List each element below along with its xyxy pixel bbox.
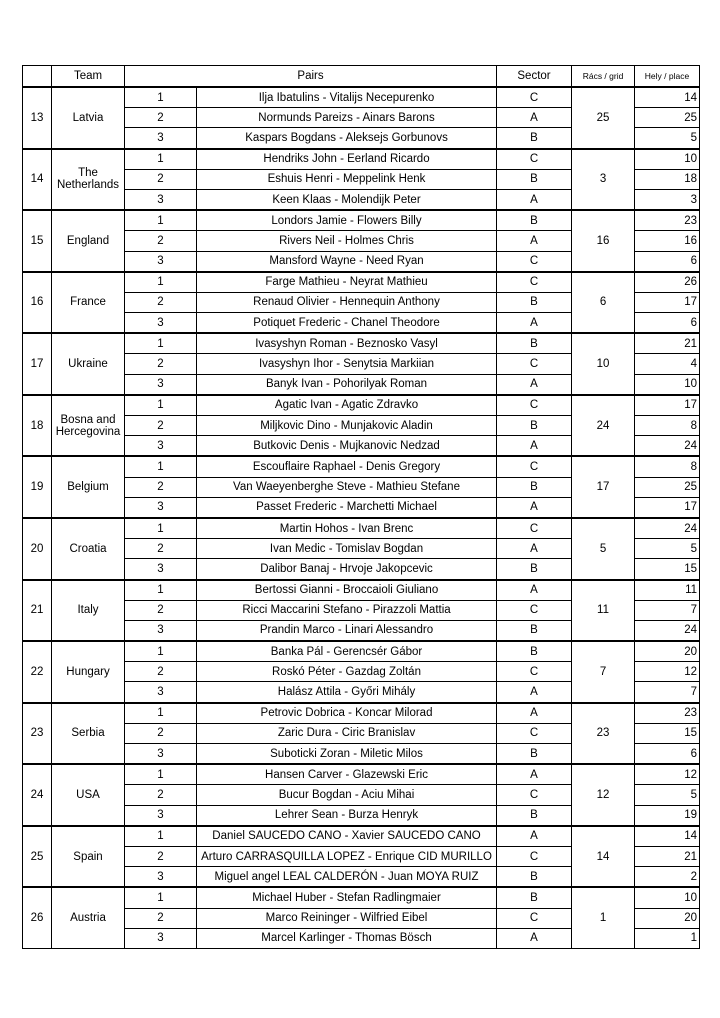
pair-sector: C xyxy=(497,908,572,928)
pair-place: 5 xyxy=(635,128,700,149)
team-number: 13 xyxy=(23,87,52,149)
table-row xyxy=(23,764,700,785)
team-number: 18 xyxy=(23,395,52,457)
team-number: 22 xyxy=(23,641,52,703)
pair-sector: A xyxy=(497,928,572,948)
pair-sector: C xyxy=(497,785,572,805)
table-row xyxy=(23,580,700,601)
team-name-cell xyxy=(52,395,125,457)
team-name: Spain xyxy=(73,850,103,863)
pair-names: Eshuis Henri - Meppelink Henk xyxy=(197,169,497,189)
pair-place: 5 xyxy=(635,539,700,559)
pair-place: 20 xyxy=(635,908,700,928)
team-name-cell xyxy=(52,703,125,765)
pair-names: Hansen Carver - Glazewski Eric xyxy=(197,764,497,785)
pair-names: Petrovic Dobrica - Koncar Milorad xyxy=(197,703,497,724)
team-number: 26 xyxy=(23,887,52,948)
pair-names: Ivan Medic - Tomislav Bogdan xyxy=(197,539,497,559)
pair-names: Kaspars Bogdans - Aleksejs Gorbunovs xyxy=(197,128,497,149)
team-grid: 7 xyxy=(572,641,635,703)
pair-names: Renaud Olivier - Hennequin Anthony xyxy=(197,292,497,312)
table-row xyxy=(23,333,700,354)
pair-sector: B xyxy=(497,559,572,580)
team-grid: 11 xyxy=(572,580,635,642)
pair-index: 1 xyxy=(125,456,197,477)
pair-index: 3 xyxy=(125,436,197,457)
pair-place: 14 xyxy=(635,87,700,108)
team-number: 25 xyxy=(23,826,52,888)
pair-place: 6 xyxy=(635,251,700,272)
pair-names: Bertossi Gianni - Broccaioli Giuliano xyxy=(197,580,497,601)
pair-names: Agatic Ivan - Agatic Zdravko xyxy=(197,395,497,416)
pair-sector: B xyxy=(497,744,572,765)
team-grid: 25 xyxy=(572,87,635,149)
pair-names: Bucur Bogdan - Aciu Mihai xyxy=(197,785,497,805)
pair-names: Passet Frederic - Marchetti Michael xyxy=(197,497,497,518)
team-grid: 3 xyxy=(572,149,635,211)
team-number: 23 xyxy=(23,703,52,765)
pair-place: 8 xyxy=(635,416,700,436)
pair-sector: B xyxy=(497,620,572,641)
pair-index: 2 xyxy=(125,231,197,251)
team-name-cell xyxy=(52,518,125,580)
table-row xyxy=(23,456,700,477)
pair-index: 3 xyxy=(125,682,197,703)
pair-sector: A xyxy=(497,108,572,128)
pair-place: 7 xyxy=(635,682,700,703)
pair-sector: B xyxy=(497,887,572,908)
pair-index: 1 xyxy=(125,395,197,416)
pair-index: 1 xyxy=(125,887,197,908)
pair-sector: A xyxy=(497,580,572,601)
team-name-cell xyxy=(52,210,125,272)
pair-sector: C xyxy=(497,518,572,539)
pair-place: 16 xyxy=(635,231,700,251)
pair-index: 3 xyxy=(125,189,197,210)
team-grid: 16 xyxy=(572,210,635,272)
pair-names: Marcel Karlinger - Thomas Bösch xyxy=(197,928,497,948)
pair-index: 2 xyxy=(125,600,197,620)
pair-place: 3 xyxy=(635,189,700,210)
pair-index: 2 xyxy=(125,723,197,743)
team-number: 16 xyxy=(23,272,52,334)
pair-index: 2 xyxy=(125,662,197,682)
team-grid: 5 xyxy=(572,518,635,580)
pair-index: 3 xyxy=(125,313,197,334)
team-name: Hungary xyxy=(66,665,110,678)
team-grid: 14 xyxy=(572,826,635,888)
pair-sector: C xyxy=(497,149,572,170)
pair-sector: C xyxy=(497,395,572,416)
team-name: Austria xyxy=(70,912,106,925)
pair-index: 3 xyxy=(125,744,197,765)
team-grid: 12 xyxy=(572,764,635,826)
pair-names: Arturo CARRASQUILLA LOPEZ - Enrique CID MURILLO xyxy=(197,846,497,866)
pair-names: Marco Reininger - Wilfried Eibel xyxy=(197,908,497,928)
team-number: 19 xyxy=(23,456,52,518)
pair-sector: A xyxy=(497,539,572,559)
team-name: The Netherlands xyxy=(56,167,119,192)
pair-place: 10 xyxy=(635,887,700,908)
pair-sector: B xyxy=(497,292,572,312)
pair-place: 14 xyxy=(635,826,700,847)
pair-sector: C xyxy=(497,600,572,620)
team-name: Latvia xyxy=(72,111,104,124)
pair-sector: C xyxy=(497,662,572,682)
pair-names: Miguel angel LEAL CALDERÓN - Juan MOYA RUIZ xyxy=(197,867,497,888)
team-name-cell xyxy=(52,641,125,703)
pair-place: 8 xyxy=(635,456,700,477)
pair-place: 15 xyxy=(635,723,700,743)
pair-sector: A xyxy=(497,764,572,785)
team-name: USA xyxy=(76,788,100,801)
pair-names: Lehrer Sean - Burza Henryk xyxy=(197,805,497,826)
pair-index: 1 xyxy=(125,764,197,785)
pair-names: Ivasyshyn Ihor - Senytsia Markiian xyxy=(197,354,497,374)
pair-index: 3 xyxy=(125,928,197,948)
table-row xyxy=(23,887,700,908)
pair-index: 2 xyxy=(125,292,197,312)
pair-index: 3 xyxy=(125,867,197,888)
pair-index: 2 xyxy=(125,846,197,866)
table-row xyxy=(23,826,700,847)
pair-sector: C xyxy=(497,723,572,743)
team-name: Bosna and Hercegovina xyxy=(55,413,121,438)
pair-index: 3 xyxy=(125,497,197,518)
table-row xyxy=(23,87,700,108)
team-name: Ukraine xyxy=(68,358,108,371)
team-name-cell xyxy=(52,87,125,149)
pair-sector: B xyxy=(497,416,572,436)
pair-index: 1 xyxy=(125,703,197,724)
pair-index: 1 xyxy=(125,149,197,170)
team-number: 15 xyxy=(23,210,52,272)
pair-index: 3 xyxy=(125,251,197,272)
team-name: Serbia xyxy=(71,727,105,740)
team-name-cell xyxy=(52,887,125,948)
team-name-cell xyxy=(52,149,125,211)
pair-place: 24 xyxy=(635,436,700,457)
header-sector: Sector xyxy=(497,66,572,88)
pair-names: Normunds Pareizs - Ainars Barons xyxy=(197,108,497,128)
table-row xyxy=(23,518,700,539)
pair-index: 1 xyxy=(125,641,197,662)
pair-sector: A xyxy=(497,231,572,251)
pair-place: 18 xyxy=(635,169,700,189)
pair-names: Rivers Neil - Holmes Chris xyxy=(197,231,497,251)
pair-names: Ivasyshyn Roman - Beznosko Vasyl xyxy=(197,333,497,354)
pair-place: 2 xyxy=(635,867,700,888)
team-name-cell xyxy=(52,456,125,518)
pair-names: Banyk Ivan - Pohorilyak Roman xyxy=(197,374,497,395)
pair-names: Miljkovic Dino - Munjakovic Aladin xyxy=(197,416,497,436)
table-row xyxy=(23,703,700,724)
pair-place: 24 xyxy=(635,518,700,539)
results-body xyxy=(23,87,700,948)
pair-names: Suboticki Zoran - Miletic Milos xyxy=(197,744,497,765)
pair-place: 7 xyxy=(635,600,700,620)
team-name-cell xyxy=(52,580,125,642)
pair-names: Banka Pál - Gerencsér Gábor xyxy=(197,641,497,662)
team-name: Italy xyxy=(77,604,99,617)
team-name-cell xyxy=(52,826,125,888)
pair-names: Mansford Wayne - Need Ryan xyxy=(197,251,497,272)
pair-index: 1 xyxy=(125,210,197,231)
pair-sector: C xyxy=(497,354,572,374)
pair-index: 3 xyxy=(125,374,197,395)
pair-place: 25 xyxy=(635,477,700,497)
pair-place: 23 xyxy=(635,703,700,724)
pair-index: 2 xyxy=(125,169,197,189)
pair-names: Martin Hohos - Ivan Brenc xyxy=(197,518,497,539)
pair-index: 1 xyxy=(125,580,197,601)
pair-sector: B xyxy=(497,210,572,231)
table-row xyxy=(23,149,700,170)
pair-place: 23 xyxy=(635,210,700,231)
pair-names: Hendriks John - Eerland Ricardo xyxy=(197,149,497,170)
team-grid: 17 xyxy=(572,456,635,518)
team-name: France xyxy=(70,296,106,309)
pair-place: 17 xyxy=(635,292,700,312)
team-name-cell xyxy=(52,764,125,826)
pair-index: 1 xyxy=(125,272,197,293)
pair-names: Escouflaire Raphael - Denis Gregory xyxy=(197,456,497,477)
pair-place: 24 xyxy=(635,620,700,641)
pair-sector: A xyxy=(497,374,572,395)
pair-index: 3 xyxy=(125,559,197,580)
team-number: 17 xyxy=(23,333,52,395)
pair-index: 2 xyxy=(125,908,197,928)
pair-place: 5 xyxy=(635,785,700,805)
team-name-cell xyxy=(52,333,125,395)
team-grid: 1 xyxy=(572,887,635,948)
pair-place: 12 xyxy=(635,662,700,682)
pair-index: 1 xyxy=(125,333,197,354)
pair-sector: C xyxy=(497,846,572,866)
team-name: Belgium xyxy=(67,481,109,494)
pair-names: Potiquet Frederic - Chanel Theodore xyxy=(197,313,497,334)
pair-names: Keen Klaas - Molendijk Peter xyxy=(197,189,497,210)
pair-sector: C xyxy=(497,456,572,477)
team-grid: 10 xyxy=(572,333,635,395)
pair-place: 21 xyxy=(635,846,700,866)
pair-place: 1 xyxy=(635,928,700,948)
pair-sector: B xyxy=(497,333,572,354)
pair-names: Michael Huber - Stefan Radlingmaier xyxy=(197,887,497,908)
header-place: Hely / place xyxy=(635,66,700,88)
pair-sector: A xyxy=(497,682,572,703)
pair-place: 4 xyxy=(635,354,700,374)
pair-sector: B xyxy=(497,169,572,189)
pair-index: 3 xyxy=(125,128,197,149)
team-name: Croatia xyxy=(69,542,107,555)
pair-names: Daniel SAUCEDO CANO - Xavier SAUCEDO CANO xyxy=(197,826,497,847)
pair-place: 6 xyxy=(635,313,700,334)
pair-index: 1 xyxy=(125,87,197,108)
pair-names: Ilja Ibatulins - Vitalijs Necepurenko xyxy=(197,87,497,108)
team-grid: 23 xyxy=(572,703,635,765)
team-name: England xyxy=(66,234,110,247)
pair-names: Butkovic Denis - Mujkanovic Nedzad xyxy=(197,436,497,457)
pair-sector: B xyxy=(497,477,572,497)
pair-sector: A xyxy=(497,189,572,210)
pair-sector: A xyxy=(497,826,572,847)
pair-place: 19 xyxy=(635,805,700,826)
header-pairs: Pairs xyxy=(125,66,497,88)
pair-names: Ricci Maccarini Stefano - Pirazzoli Mattia xyxy=(197,600,497,620)
pair-place: 26 xyxy=(635,272,700,293)
pair-index: 3 xyxy=(125,805,197,826)
team-number: 24 xyxy=(23,764,52,826)
pair-place: 15 xyxy=(635,559,700,580)
pair-place: 12 xyxy=(635,764,700,785)
pair-names: Londors Jamie - Flowers Billy xyxy=(197,210,497,231)
team-grid: 6 xyxy=(572,272,635,334)
pair-sector: B xyxy=(497,805,572,826)
pair-place: 10 xyxy=(635,374,700,395)
pair-names: Prandin Marco - Linari Alessandro xyxy=(197,620,497,641)
pair-index: 1 xyxy=(125,826,197,847)
pair-names: Zaric Dura - Ciric Branislav xyxy=(197,723,497,743)
header-num xyxy=(23,66,52,88)
pair-index: 2 xyxy=(125,785,197,805)
header-grid: Rács / grid xyxy=(572,66,635,88)
table-row xyxy=(23,395,700,416)
pair-index: 2 xyxy=(125,539,197,559)
header-team: Team xyxy=(52,66,125,88)
table-row xyxy=(23,210,700,231)
pair-index: 1 xyxy=(125,518,197,539)
pair-sector: C xyxy=(497,272,572,293)
pair-place: 10 xyxy=(635,149,700,170)
pair-index: 2 xyxy=(125,108,197,128)
table-row xyxy=(23,272,700,293)
team-number: 20 xyxy=(23,518,52,580)
pair-sector: A xyxy=(497,436,572,457)
pair-sector: C xyxy=(497,87,572,108)
pair-index: 2 xyxy=(125,477,197,497)
team-number: 21 xyxy=(23,580,52,642)
pair-place: 25 xyxy=(635,108,700,128)
pair-names: Van Waeyenberghe Steve - Mathieu Stefane xyxy=(197,477,497,497)
pair-index: 2 xyxy=(125,354,197,374)
pair-place: 17 xyxy=(635,395,700,416)
pair-sector: B xyxy=(497,128,572,149)
header-row xyxy=(23,66,700,88)
team-grid: 24 xyxy=(572,395,635,457)
pair-place: 20 xyxy=(635,641,700,662)
pair-sector: C xyxy=(497,251,572,272)
pair-names: Halász Attila - Győri Mihály xyxy=(197,682,497,703)
pair-sector: A xyxy=(497,703,572,724)
pair-index: 3 xyxy=(125,620,197,641)
pair-index: 2 xyxy=(125,416,197,436)
team-name-cell xyxy=(52,272,125,334)
pair-sector: B xyxy=(497,867,572,888)
pair-place: 21 xyxy=(635,333,700,354)
pair-sector: A xyxy=(497,313,572,334)
pair-place: 6 xyxy=(635,744,700,765)
pair-names: Farge Mathieu - Neyrat Mathieu xyxy=(197,272,497,293)
pair-place: 11 xyxy=(635,580,700,601)
team-number: 14 xyxy=(23,149,52,211)
pair-sector: B xyxy=(497,641,572,662)
results-table xyxy=(22,65,700,949)
pair-names: Roskó Péter - Gazdag Zoltán xyxy=(197,662,497,682)
table-row xyxy=(23,641,700,662)
pair-sector: A xyxy=(497,497,572,518)
pair-place: 17 xyxy=(635,497,700,518)
pair-names: Dalibor Banaj - Hrvoje Jakopcevic xyxy=(197,559,497,580)
